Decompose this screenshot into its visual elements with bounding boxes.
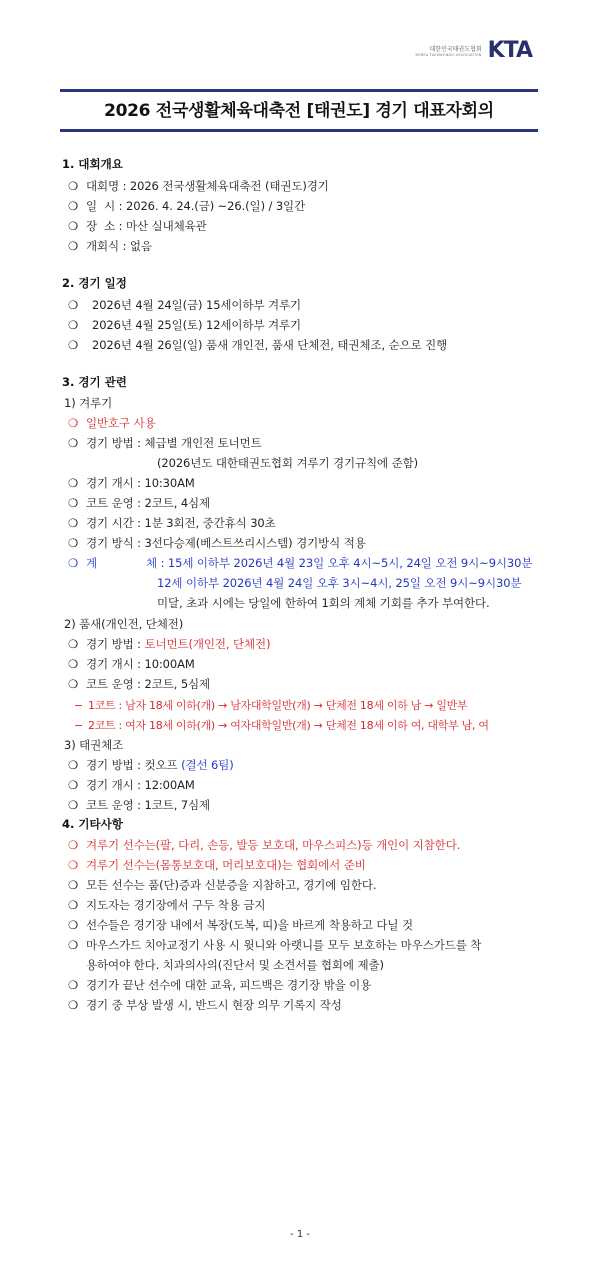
page-number: - 1 - xyxy=(290,1229,310,1240)
list-item: ❍ 경기 개시 : 12:00AM xyxy=(68,778,195,792)
list-item: ❍ 코트 운영 : 1코트, 7심제 xyxy=(68,798,211,812)
circle-bullet-icon: ❍ xyxy=(68,998,79,1012)
subsection-label: 3) 태권체조 xyxy=(64,738,124,752)
logo-text xyxy=(415,44,481,57)
title-top-rule xyxy=(60,89,538,92)
list-item: ❍ 코트 운영 : 2코트, 5심제 xyxy=(68,677,211,691)
circle-bullet-icon: ❍ xyxy=(68,677,79,691)
circle-bullet-icon: ❍ xyxy=(68,516,79,530)
circle-bullet-icon: ❍ xyxy=(68,556,79,570)
circle-bullet-icon: ❍ xyxy=(68,219,79,233)
circle-bullet-icon: ❍ xyxy=(68,536,79,550)
circle-bullet-icon: ❍ xyxy=(68,496,79,510)
dash-bullet-icon: − xyxy=(74,719,83,732)
circle-bullet-icon: ❍ xyxy=(68,878,79,892)
circle-bullet-icon: ❍ xyxy=(68,918,79,932)
list-item: ❍ 모든 선수는 품(단)증과 신분증을 지참하고, 경기에 임한다. xyxy=(68,878,377,892)
list-item: ❍ 경기 중 부상 발생 시, 반드시 현장 의무 기록지 작성 xyxy=(68,998,342,1012)
list-item: − 2코트 : 여자 18세 이하(개) → 여자대학일반(개) → 단체전 18세 이하 여, 대학부 남, 여 xyxy=(74,719,489,732)
list-item: ❍ 경기가 끝난 선수에 대한 교육, 피드백은 경기장 밖을 이용 xyxy=(68,978,372,992)
circle-bullet-icon: ❍ xyxy=(68,798,79,812)
list-item: ❍ 코트 운영 : 2코트, 4심제 xyxy=(68,496,211,510)
section-2-heading: 2. 경기 일정 xyxy=(62,276,127,290)
list-item: ❍ 지도자는 경기장에서 구두 착용 금지 xyxy=(68,898,266,912)
list-item: ❍ 2026년 4월 26일(일) 품새 개인전, 품새 단체전, 태권체조, 순으로 진행 xyxy=(68,338,448,352)
list-item: ❍ 대회명 : 2026 전국생활체육대축전 (태권도)경기 xyxy=(68,179,329,193)
logo-org-kr: 대한민국태권도협회 xyxy=(429,46,482,53)
circle-bullet-icon: ❍ xyxy=(68,318,79,332)
subsection-label: 2) 품새(개인전, 단체전) xyxy=(64,617,184,631)
list-item: ❍ 경기 시간 : 1분 3회전, 중간휴식 30초 xyxy=(68,516,276,530)
document-title: 2026 전국생활체육대축전 [태권도] 경기 대표자회의 xyxy=(104,101,494,121)
list-item: ❍ 일 시 : 2026. 4. 24.(금) ~26.(일) / 3일간 xyxy=(68,199,306,213)
list-item: ❍ 선수들은 경기장 내에서 복장(도복, 띠)을 바르게 착용하고 다닐 것 xyxy=(68,918,414,932)
kta-logo xyxy=(415,38,532,63)
list-item: ❍ 경기 개시 : 10:00AM xyxy=(68,657,195,671)
circle-bullet-icon: ❍ xyxy=(68,298,79,312)
section-4-heading: 4. 기타사항 xyxy=(62,817,123,831)
circle-bullet-icon: ❍ xyxy=(68,637,79,651)
circle-bullet-icon: ❍ xyxy=(68,898,79,912)
list-item: ❍ 경기 방법 : 컷오프 (결선 6팀) xyxy=(68,758,234,772)
list-item: ❍ 2026년 4월 25일(토) 12세이하부 겨루기 xyxy=(68,318,302,332)
circle-bullet-icon: ❍ xyxy=(68,436,79,450)
circle-bullet-icon: ❍ xyxy=(68,179,79,193)
list-item: ❍ 일반호구 사용 xyxy=(68,416,156,430)
list-item-continuation: 12세 이하부 2026년 4월 24일 오후 3시~4시, 25일 오전 9시~9시30분 xyxy=(157,576,522,590)
circle-bullet-icon: ❍ xyxy=(68,858,79,872)
list-item: ❍ 겨루기 선수는(몸통보호대, 머리보호대)는 협회에서 준비 xyxy=(68,858,366,872)
list-item: ❍ 계 체 : 15세 이하부 2026년 4월 23일 오후 4시~5시, 24일 오전 9시~9시30분 xyxy=(68,556,533,570)
title-bottom-rule xyxy=(60,129,538,132)
circle-bullet-icon: ❍ xyxy=(68,199,79,213)
list-item: ❍ 개회식 : 없음 xyxy=(68,239,152,253)
list-item: ❍ 경기 방식 : 3선다승제(베스트쓰리시스템) 경기방식 적용 xyxy=(68,536,366,550)
circle-bullet-icon: ❍ xyxy=(68,239,79,253)
list-item: ❍ 마우스가드 치아교정기 사용 시 윗니와 아랫니를 모두 보호하는 마우스가드를 착 xyxy=(68,938,482,952)
list-item-continuation: 미달, 초과 시에는 당일에 한하여 1회의 계체 기회를 추가 부여한다. xyxy=(157,596,490,610)
circle-bullet-icon: ❍ xyxy=(68,657,79,671)
circle-bullet-icon: ❍ xyxy=(68,476,79,490)
circle-bullet-icon: ❍ xyxy=(68,416,79,430)
list-item: ❍ 경기 방법 : 체급별 개인전 토너먼트 xyxy=(68,436,262,450)
section-1-heading: 1. 대회개요 xyxy=(62,157,123,171)
circle-bullet-icon: ❍ xyxy=(68,938,79,952)
list-item: ❍ 장 소 : 마산 실내체육관 xyxy=(68,219,207,233)
list-item: ❍ 겨루기 선수는(팔, 다리, 손등, 발등 보호대, 마우스피스)등 개인이 지참한다. xyxy=(68,838,461,852)
dash-bullet-icon: − xyxy=(74,699,83,712)
circle-bullet-icon: ❍ xyxy=(68,338,79,352)
list-item-continuation: (2026년도 대한태권도협회 겨루기 경기규칙에 준함) xyxy=(157,456,419,470)
logo-org-en: KOREA TAEKWONDO ASSOCIATION xyxy=(415,53,482,57)
list-item: ❍ 경기 방법 : 토너먼트(개인전, 단체전) xyxy=(68,637,271,651)
logo-mark: KTA xyxy=(487,38,532,63)
list-item: ❍ 2026년 4월 24일(금) 15세이하부 겨루기 xyxy=(68,298,302,312)
circle-bullet-icon: ❍ xyxy=(68,838,79,852)
subsection-label: 1) 겨루기 xyxy=(64,396,113,410)
section-3-heading: 3. 경기 관련 xyxy=(62,375,127,389)
circle-bullet-icon: ❍ xyxy=(68,978,79,992)
list-item: − 1코트 : 남자 18세 이하(개) → 남자대학일반(개) → 단체전 18세 이하 남 → 일반부 xyxy=(74,699,468,712)
circle-bullet-icon: ❍ xyxy=(68,778,79,792)
list-item: ❍ 경기 개시 : 10:30AM xyxy=(68,476,195,490)
list-item-continuation: 용하여야 한다. 치과의사의(진단서 및 소견서를 협회에 제출) xyxy=(86,958,384,972)
circle-bullet-icon: ❍ xyxy=(68,758,79,772)
